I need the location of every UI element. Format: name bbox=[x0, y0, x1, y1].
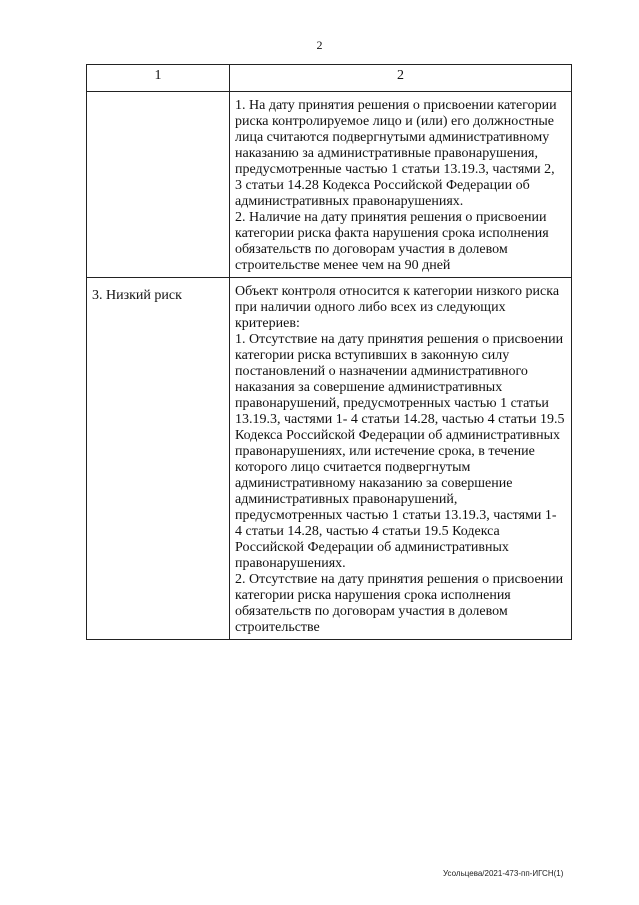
criterion-paragraph: 1. Отсутствие на дату принятия решения о присвоении категории риска вступивших в законную силу постановлений о назначении административного наказания за совершение административных правонарушений, предусмотренных частью 1 статьи 13.19.3, частями 1- 4 статьи 14.28, частью 4 статьи 19.5 Кодекса Российской Федерации об административных правонарушениях, или истечение срока, в течение которого лицо считается подвергнутым административному наказанию за совершение административных правонарушений, предусмотренных частью 1 статьи 13.19.3, частями 1- 4 статьи 14.28, частью 4 статьи 19.5 Кодекса Российской Федерации об административных правонарушениях. bbox=[235, 332, 565, 571]
document-footer-code: Усольцева/2021-473-пп-ИГСН(1) bbox=[443, 869, 564, 878]
table-header-row bbox=[87, 65, 572, 92]
risk-criteria-cell bbox=[230, 278, 572, 640]
criterion-intro: Объект контроля относится к категории низкого риска при наличии одного либо всех из следующих критериев: bbox=[235, 284, 560, 331]
criterion-paragraph: 1. На дату принятия решения о присвоении категории риска контролируемое лицо и (или) его должностные лица считаются подвергнутыми административному наказанию за административные правонарушения, предусмотренные частью 1 статьи 13.19.3, частями 2, 3 статьи 14.28 Кодекса Российской Федерации об административных правонарушениях. bbox=[235, 98, 557, 209]
criterion-paragraph: 2. Отсутствие на дату принятия решения о присвоении категории риска нарушения срока исполнения обязательств по договорам участия в долевом строительстве bbox=[235, 572, 564, 635]
table-row-moderate-risk-continued bbox=[87, 92, 572, 278]
risk-criteria-table bbox=[86, 64, 572, 640]
risk-criteria-cell bbox=[230, 92, 572, 278]
risk-category-cell: 3. Низкий риск bbox=[87, 278, 230, 640]
risk-category-cell bbox=[87, 92, 230, 278]
column-header-2: 2 bbox=[230, 65, 572, 92]
table-row-low-risk bbox=[87, 278, 572, 640]
page-number: 2 bbox=[316, 38, 323, 52]
criterion-paragraph: 2. Наличие на дату принятия решения о присвоении категории риска факта нарушения срока исполнения обязательств по договорам участия в долевом строительстве менее чем на 90 дней bbox=[235, 210, 549, 273]
column-header-1: 1 bbox=[87, 65, 230, 92]
